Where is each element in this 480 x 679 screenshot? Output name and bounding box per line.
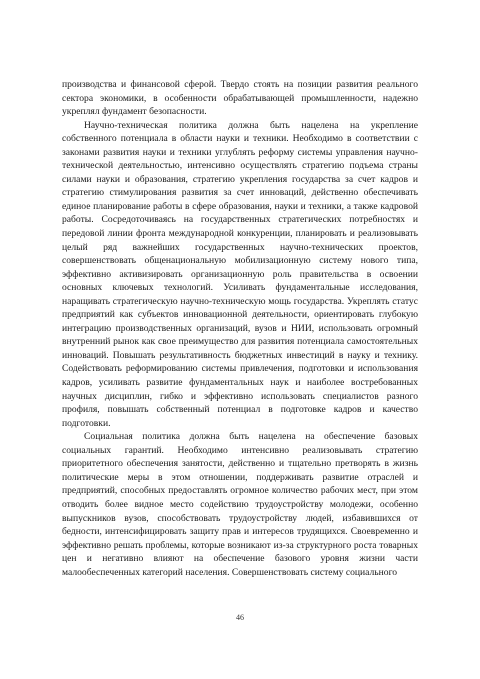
paragraph-science-policy: Научно-техническая политика должна быть нацелена на укрепление собственного потенциала в области науки и техники. Необходимо в соответствии с законами развития науки и техники углублять реформу системы управления научно-технической деятельностью, интенсивно осуществлять стратегию подъема страны силами науки и образования, стратегию укрепления государства за счет кадров и стратегию стимулирования развития за счет инноваций, действенно обеспечивать единое планирование работы в сфере образования, науки и техники, а также кадровой работы. Сосредоточиваясь на государственных стратегических потребностях и передовой линии фронта международной конкуренции, планировать и реализовывать целый ряд важнейших государственных научно-технических проектов, совершенствовать общенациональную мобилизационную систему нового типа, эффективно активизировать организационную роль правительства в освоении основных ключевых технологий. Усиливать фундаментальные исследования, наращивать стратегическую научно-техническую мощь государства. Укреплять статус предприятий как субъектов инновационной деятельности, ориентировать глубокую интеграцию производственных организаций, вузов и НИИ, использовать огромный внутренний рынок как свое преимущество для развития потенциала самостоятельных инноваций. Повышать результативность бюджетных инвестиций в науку и технику. Содействовать реформированию системы привлечения, подготовки и использования кадров, усиливать развитие фундаментальных наук и наиболее востребованных научных дисциплин, гибко и эффективно использовать специалистов разного профиля, повышать собственный потенциал в подготовке кадров и качество подготовки.: [62, 119, 418, 429]
paragraph-social-policy: Социальная политика должна быть нацелена на обеспечение базовых социальных гарантий. Необходимо интенсивно реализовывать стратегию приоритетного обеспечения занятости, действенно и тщательно претворять в жизнь политические меры в этом отношении, поддерживать развитие отраслей и предприятий, способных предоставлять огромное количество рабочих мест, при этом отводить более видное место содействию трудоустройству молодежи, особенно выпускников вузов, способствовать трудоустройству людей, избавившихся от бедности, интенсифицировать защиту прав и интересов трудящихся. Своевременно и эффективно решать проблемы, которые возникают из-за структурного роста товарных цен и негативно влияют на обеспечение базового уровня жизни части малообеспеченных категорий населения. Совершенствовать систему социального: [62, 431, 418, 578]
paragraph-continuation: производства и финансовой сферой. Твердо стоять на позиции развития реального сектора экономики, в особенности обрабатывающей промышленности, надежно укреплял фундамент безопасности.: [62, 79, 418, 118]
page-number: 46: [236, 613, 244, 622]
